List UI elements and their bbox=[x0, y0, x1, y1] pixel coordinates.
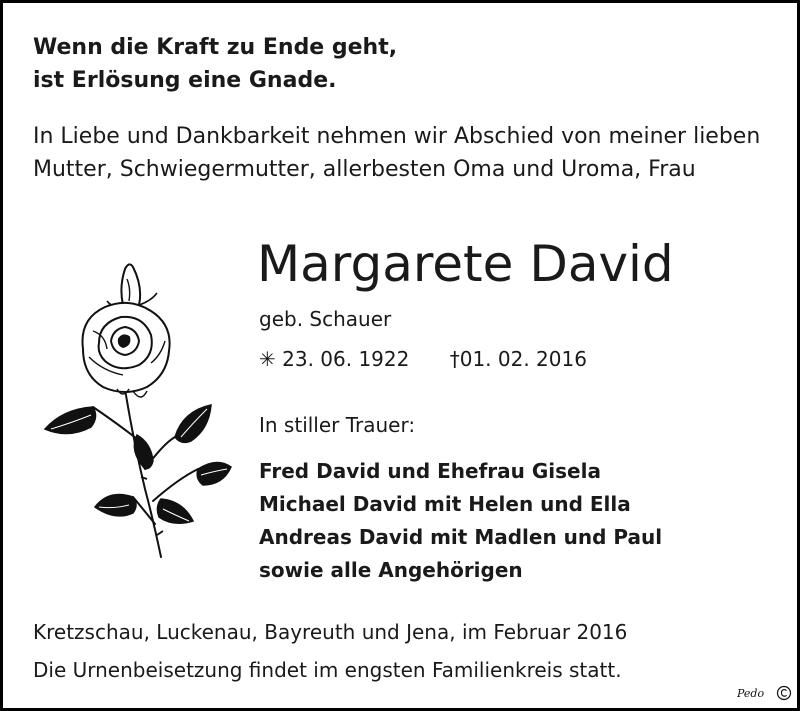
publisher-logo bbox=[737, 685, 793, 701]
intro-text: In Liebe und Dankbarkeit nehmen wir Abschied von meiner lieben Mutter, Schwiegermutter, allerbesten Oma und Uroma, Frau bbox=[33, 124, 761, 182]
deceased-name: Margarete David bbox=[257, 235, 674, 293]
mourner-line: Andreas David mit Madlen und Paul bbox=[259, 525, 663, 549]
place-date: Kretzschau, Luckenau, Bayreuth und Jena, im Februar 2016 bbox=[33, 620, 628, 644]
death-date: 01. 02. 2016 bbox=[459, 347, 587, 371]
mourner-line: sowie alle Angehörigen bbox=[259, 558, 523, 582]
maiden-name: geb. Schauer bbox=[259, 307, 392, 331]
death-icon: † bbox=[449, 347, 460, 371]
rose-icon bbox=[33, 239, 233, 569]
funeral-note: Die Urnenbeisetzung findet im engsten Familienkreis statt. bbox=[33, 658, 622, 682]
life-dates bbox=[259, 347, 587, 371]
svg-text:Pedo: Pedo bbox=[737, 687, 765, 700]
mourners-list bbox=[259, 455, 662, 587]
motto-line-1: Wenn die Kraft zu Ende geht, bbox=[33, 35, 398, 60]
motto-line-2: ist Erlösung eine Gnade. bbox=[33, 68, 337, 93]
birth-date: 23. 06. 1922 bbox=[282, 347, 410, 371]
mourning-label: In stiller Trauer: bbox=[259, 413, 416, 437]
motto bbox=[33, 31, 397, 97]
mourner-line: Fred David und Ehefrau Gisela bbox=[259, 459, 601, 483]
mourner-line: Michael David mit Helen und Ella bbox=[259, 492, 631, 516]
birth-icon: ✳ bbox=[259, 347, 276, 371]
